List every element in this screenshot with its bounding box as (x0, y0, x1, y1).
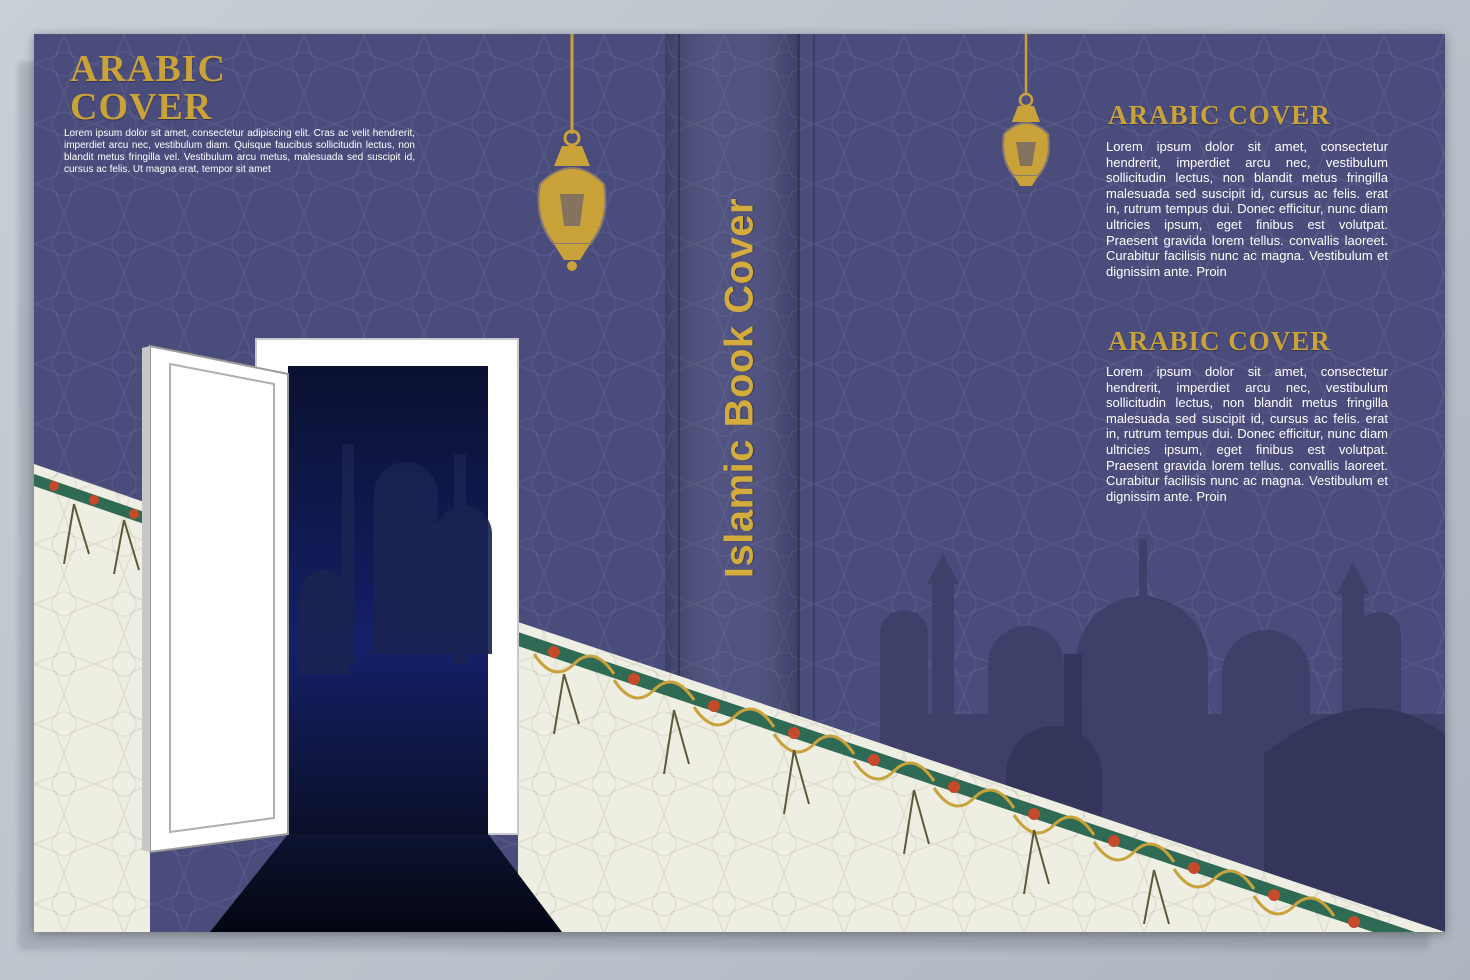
back-cover-text: Lorem ipsum dolor sit amet, consectetur adipiscing elit. Cras ac velit hendrerit, imperdiet arcu nec, vestibulum diam. Quisque faucibus sollicitudin lectus, non blandit metus fringilla vel. Vestibulum arcu metus, malesuada sed suscipit id, cursus ac felis. Ut magna erat, tempor sit amet (64, 128, 415, 175)
back-cover-title: ARABIC COVER (70, 48, 226, 128)
front-cover-title-2: ARABIC COVER (1108, 326, 1331, 356)
front-cover-title-1: ARABIC COVER (1108, 100, 1331, 130)
book-cover-spread (34, 34, 1445, 932)
front-cover-text-1: Lorem ipsum dolor sit amet, consectetur hendrerit, imperdiet arcu nec, vestibulum sollicitudin lectus, non blandit metus fringilla malesuada sed suscipit id, cursus ac felis. erat in, rutrum tempus dui. Donec efficitur, nunc diam ultricies ipsum, eget finibus est volutpat. Praesent gravida lorem tellus. convallis laoreet. Curabitur facilisis nunc ac magna. Vestibulum et dignissim ante. Proin (1106, 139, 1388, 279)
spine-title: Islamic Book Cover (717, 197, 762, 579)
front-cover-text-2: Lorem ipsum dolor sit amet, consectetur hendrerit, imperdiet arcu nec, vestibulum sollicitudin lectus, non blandit metus fringilla malesuada sed suscipit id, cursus ac felis. erat in, rutrum tempus dui. Donec efficitur, nunc diam ultricies ipsum, eget finibus est volutpat. Praesent gravida lorem tellus. convallis laoreet. Curabitur facilisis nunc ac magna. Vestibulum et dignissim ante. Proin (1106, 364, 1388, 504)
